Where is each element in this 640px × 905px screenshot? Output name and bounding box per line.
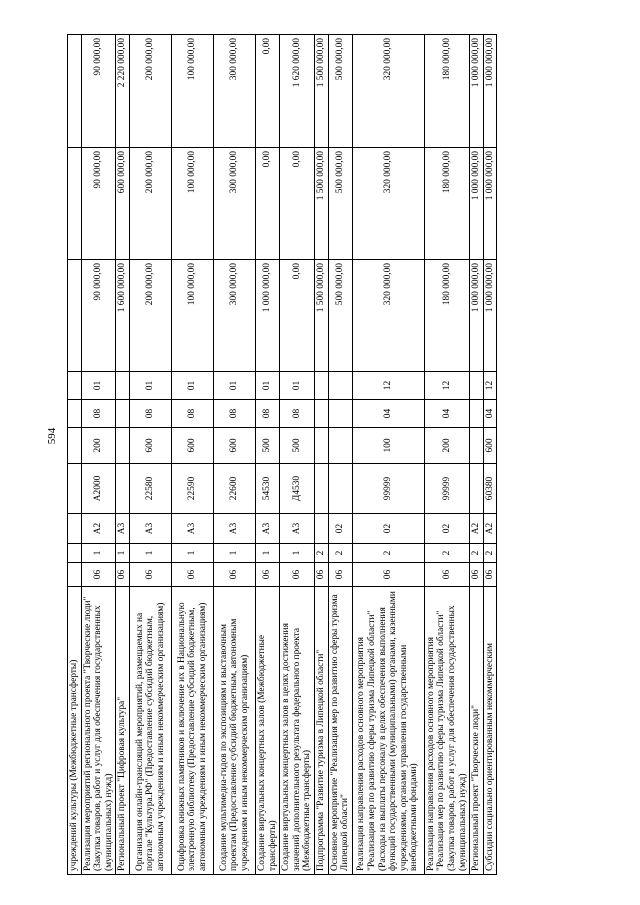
amount-cell: 1 500 000,00 (314, 260, 328, 372)
code-cell: 600 (129, 428, 171, 464)
code-cell: 06 (171, 563, 213, 587)
row-name: Создание мультимедиа-гидов по экспозициям и выставочным проектам (Предоставление субсидий бюджетным, автономным учреждениям и иным некоммерческим организациям) (213, 587, 255, 875)
code-cell (116, 428, 130, 464)
row-name: Субсидии социально ориентированным некоммерческим (483, 587, 497, 875)
code-cell (470, 372, 484, 400)
row-name: учреждений культуры (Межбюджетные трансферты) (68, 587, 82, 875)
code-cell (116, 372, 130, 400)
code-cell: 200 (424, 428, 469, 464)
code-cell: Д4530 (280, 464, 315, 514)
code-cell: 2 (352, 544, 424, 563)
code-cell: 12 (424, 372, 469, 400)
amount-cell: 180 000,00 (424, 260, 469, 372)
amount-cell: 0,00 (280, 148, 315, 260)
code-cell: 08 (171, 400, 213, 428)
code-cell (328, 464, 352, 514)
code-cell (68, 372, 82, 400)
amount-cell (68, 148, 82, 260)
code-cell: 06 (129, 563, 171, 587)
code-cell: 01 (129, 372, 171, 400)
code-cell: 06 (255, 563, 279, 587)
code-cell (314, 372, 328, 400)
code-cell: А3 (171, 514, 213, 544)
amount-cell: 100 000,00 (171, 35, 213, 148)
amount-cell: 1 000 000,00 (255, 260, 279, 372)
amount-cell: 90 000,00 (81, 35, 116, 148)
code-cell: 54530 (255, 464, 279, 514)
code-cell: А3 (255, 514, 279, 544)
code-cell (314, 400, 328, 428)
code-cell: 1 (255, 544, 279, 563)
code-cell (328, 372, 352, 400)
page-number: 594 (46, 427, 58, 445)
table-row (68, 35, 82, 875)
amount-cell: 0,00 (255, 148, 279, 260)
code-cell: 04 (352, 400, 424, 428)
code-cell: 08 (213, 400, 255, 428)
code-cell: 2 (424, 544, 469, 563)
amount-cell: 1 000 000,00 (483, 260, 497, 372)
amount-cell: 100 000,00 (171, 260, 213, 372)
amount-cell: 500 000,00 (328, 35, 352, 148)
code-cell: 600 (483, 428, 497, 464)
table-row (314, 35, 328, 875)
amount-cell: 180 000,00 (424, 35, 469, 148)
code-cell (68, 400, 82, 428)
code-cell: 1 (116, 544, 130, 563)
amount-cell: 1 000 000,00 (483, 35, 497, 148)
code-cell: 04 (424, 400, 469, 428)
code-cell: 06 (280, 563, 315, 587)
code-cell: 2 (328, 544, 352, 563)
code-cell: А2 (483, 514, 497, 544)
code-cell: 500 (280, 428, 315, 464)
code-cell: 06 (213, 563, 255, 587)
code-cell: 22580 (129, 464, 171, 514)
amount-cell: 0,00 (255, 35, 279, 148)
table-row (213, 35, 255, 875)
code-cell: 01 (171, 372, 213, 400)
amount-cell: 1 000 000,00 (470, 260, 484, 372)
table-row (116, 35, 130, 875)
code-cell: 2 (483, 544, 497, 563)
table-row (328, 35, 352, 875)
amount-cell: 600 000,00 (116, 148, 130, 260)
code-cell: 1 (213, 544, 255, 563)
code-cell: 02 (352, 514, 424, 544)
code-cell: 06 (352, 563, 424, 587)
table-row (129, 35, 171, 875)
amount-cell: 1 600 000,00 (116, 260, 130, 372)
code-cell: 600 (171, 428, 213, 464)
code-cell (68, 428, 82, 464)
table-row (280, 35, 315, 875)
amount-cell: 200 000,00 (129, 260, 171, 372)
table-row (171, 35, 213, 875)
code-cell: 100 (352, 428, 424, 464)
code-cell: 1 (280, 544, 315, 563)
row-name: Региональный проект "Творческие люди" (470, 587, 484, 875)
row-name: Реализация направления расходов основного мероприятия "Реализация мер по развитию сферы туризма Липецкой области" (Расходы на выплаты персоналу в целях обеспечения выполнения функций государственными (муниципальными) органами, казенными учреждениями, органами управления государственными внебюджетными фондами) (352, 587, 424, 875)
code-cell (470, 400, 484, 428)
row-name: Реализация мероприятий регионального проекта "Творческие люди" (Закупка товаров, работ и услуг для обеспечения государственных (муниципальных) нужд) (81, 587, 116, 875)
table-row (255, 35, 279, 875)
code-cell (328, 428, 352, 464)
code-cell: 04 (483, 400, 497, 428)
code-cell: 06 (483, 563, 497, 587)
code-cell: А3 (280, 514, 315, 544)
amount-cell: 300 000,00 (213, 148, 255, 260)
row-name: Региональный проект "Цифровая культура" (116, 587, 130, 875)
amount-cell (68, 260, 82, 372)
code-cell: 99999 (424, 464, 469, 514)
code-cell: А3 (213, 514, 255, 544)
amount-cell (68, 35, 82, 148)
amount-cell: 1 500 000,00 (314, 148, 328, 260)
row-name: Основное мероприятие "Реализация мер по развитию сферы туризма Липецкой области" (328, 587, 352, 875)
code-cell: 01 (81, 372, 116, 400)
amount-cell: 200 000,00 (129, 35, 171, 148)
code-cell: 2 (314, 544, 328, 563)
code-cell: 01 (213, 372, 255, 400)
code-cell: 08 (280, 400, 315, 428)
code-cell: 500 (255, 428, 279, 464)
amount-cell: 1 500 000,00 (314, 35, 328, 148)
code-cell: 08 (255, 400, 279, 428)
code-cell (68, 563, 82, 587)
table-row (352, 35, 424, 875)
row-name: Подпрограмма "Развитие туризма в Липецкой области" (314, 587, 328, 875)
code-cell: А3 (129, 514, 171, 544)
row-name: Создание виртуальных концертных залов в целях достижения значений дополнительного результата федерального проекта (Межбюджетные трансферты) (280, 587, 315, 875)
amount-cell: 320 000,00 (352, 148, 424, 260)
row-name: Оцифровка книжных памятников и включение их в Национальную электронную библиотеку (Предоставление субсидий бюджетным, автономным учреждениям и иным некоммерческим организациям) (171, 587, 213, 875)
amount-cell: 1 000 000,00 (483, 148, 497, 260)
code-cell: 02 (328, 514, 352, 544)
code-cell: 22600 (213, 464, 255, 514)
code-cell (314, 428, 328, 464)
code-cell: 60380 (483, 464, 497, 514)
row-name: Организация онлайн-трансляций мероприятий, размещаемых на портале "Культура.РФ" (Предоставление субсидий бюджетным, автономным учреждениям и иным некоммерческим организациям) (129, 587, 171, 875)
code-cell: 08 (129, 400, 171, 428)
code-cell: 99999 (352, 464, 424, 514)
code-cell: А2000 (81, 464, 116, 514)
amount-cell: 200 000,00 (129, 148, 171, 260)
code-cell (116, 464, 130, 514)
budget-table (67, 34, 497, 875)
code-cell (116, 400, 130, 428)
code-cell: 2 (470, 544, 484, 563)
code-cell: 01 (280, 372, 315, 400)
code-cell (328, 400, 352, 428)
code-cell: 01 (255, 372, 279, 400)
amount-cell: 90 000,00 (81, 148, 116, 260)
code-cell: 06 (116, 563, 130, 587)
amount-cell: 0,00 (280, 260, 315, 372)
row-name: Реализация направления расходов основного мероприятия "Реализация мер по развитию сферы туризма Липецкой области" (Закупка товаров, работ и услуг для обеспечения государственных (муниципальных) нужд) (424, 587, 469, 875)
amount-cell: 300 000,00 (213, 35, 255, 148)
amount-cell: 500 000,00 (328, 260, 352, 372)
table-row (424, 35, 469, 875)
table-row (483, 35, 497, 875)
code-cell: 12 (352, 372, 424, 400)
code-cell: 12 (483, 372, 497, 400)
code-cell: А3 (116, 514, 130, 544)
amount-cell: 100 000,00 (171, 148, 213, 260)
code-cell (68, 514, 82, 544)
code-cell: 600 (213, 428, 255, 464)
code-cell (68, 464, 82, 514)
code-cell (470, 464, 484, 514)
code-cell: 02 (424, 514, 469, 544)
table-body (68, 35, 497, 875)
rotated-page (67, 35, 607, 875)
amount-cell: 1 620 000,00 (280, 35, 315, 148)
code-cell: 08 (81, 400, 116, 428)
code-cell: 06 (314, 563, 328, 587)
code-cell (68, 544, 82, 563)
row-name: Создание виртуальных концертных залов (Межбюджетные трансферты) (255, 587, 279, 875)
amount-cell: 2 220 000,00 (116, 35, 130, 148)
amount-cell: 500 000,00 (328, 148, 352, 260)
code-cell: 06 (81, 563, 116, 587)
amount-cell: 90 000,00 (81, 260, 116, 372)
code-cell: А2 (81, 514, 116, 544)
code-cell (314, 514, 328, 544)
amount-cell: 1 000 000,00 (470, 148, 484, 260)
code-cell: 22590 (171, 464, 213, 514)
code-cell: 1 (129, 544, 171, 563)
code-cell: 200 (81, 428, 116, 464)
amount-cell: 320 000,00 (352, 35, 424, 148)
table-row (81, 35, 116, 875)
amount-cell: 1 000 000,00 (470, 35, 484, 148)
code-cell: 1 (171, 544, 213, 563)
code-cell: 06 (470, 563, 484, 587)
code-cell: 06 (424, 563, 469, 587)
amount-cell: 300 000,00 (213, 260, 255, 372)
code-cell (314, 464, 328, 514)
amount-cell: 320 000,00 (352, 260, 424, 372)
code-cell (470, 428, 484, 464)
table-row (470, 35, 484, 875)
amount-cell: 180 000,00 (424, 148, 469, 260)
code-cell: 1 (81, 544, 116, 563)
code-cell: А2 (470, 514, 484, 544)
code-cell: 06 (328, 563, 352, 587)
